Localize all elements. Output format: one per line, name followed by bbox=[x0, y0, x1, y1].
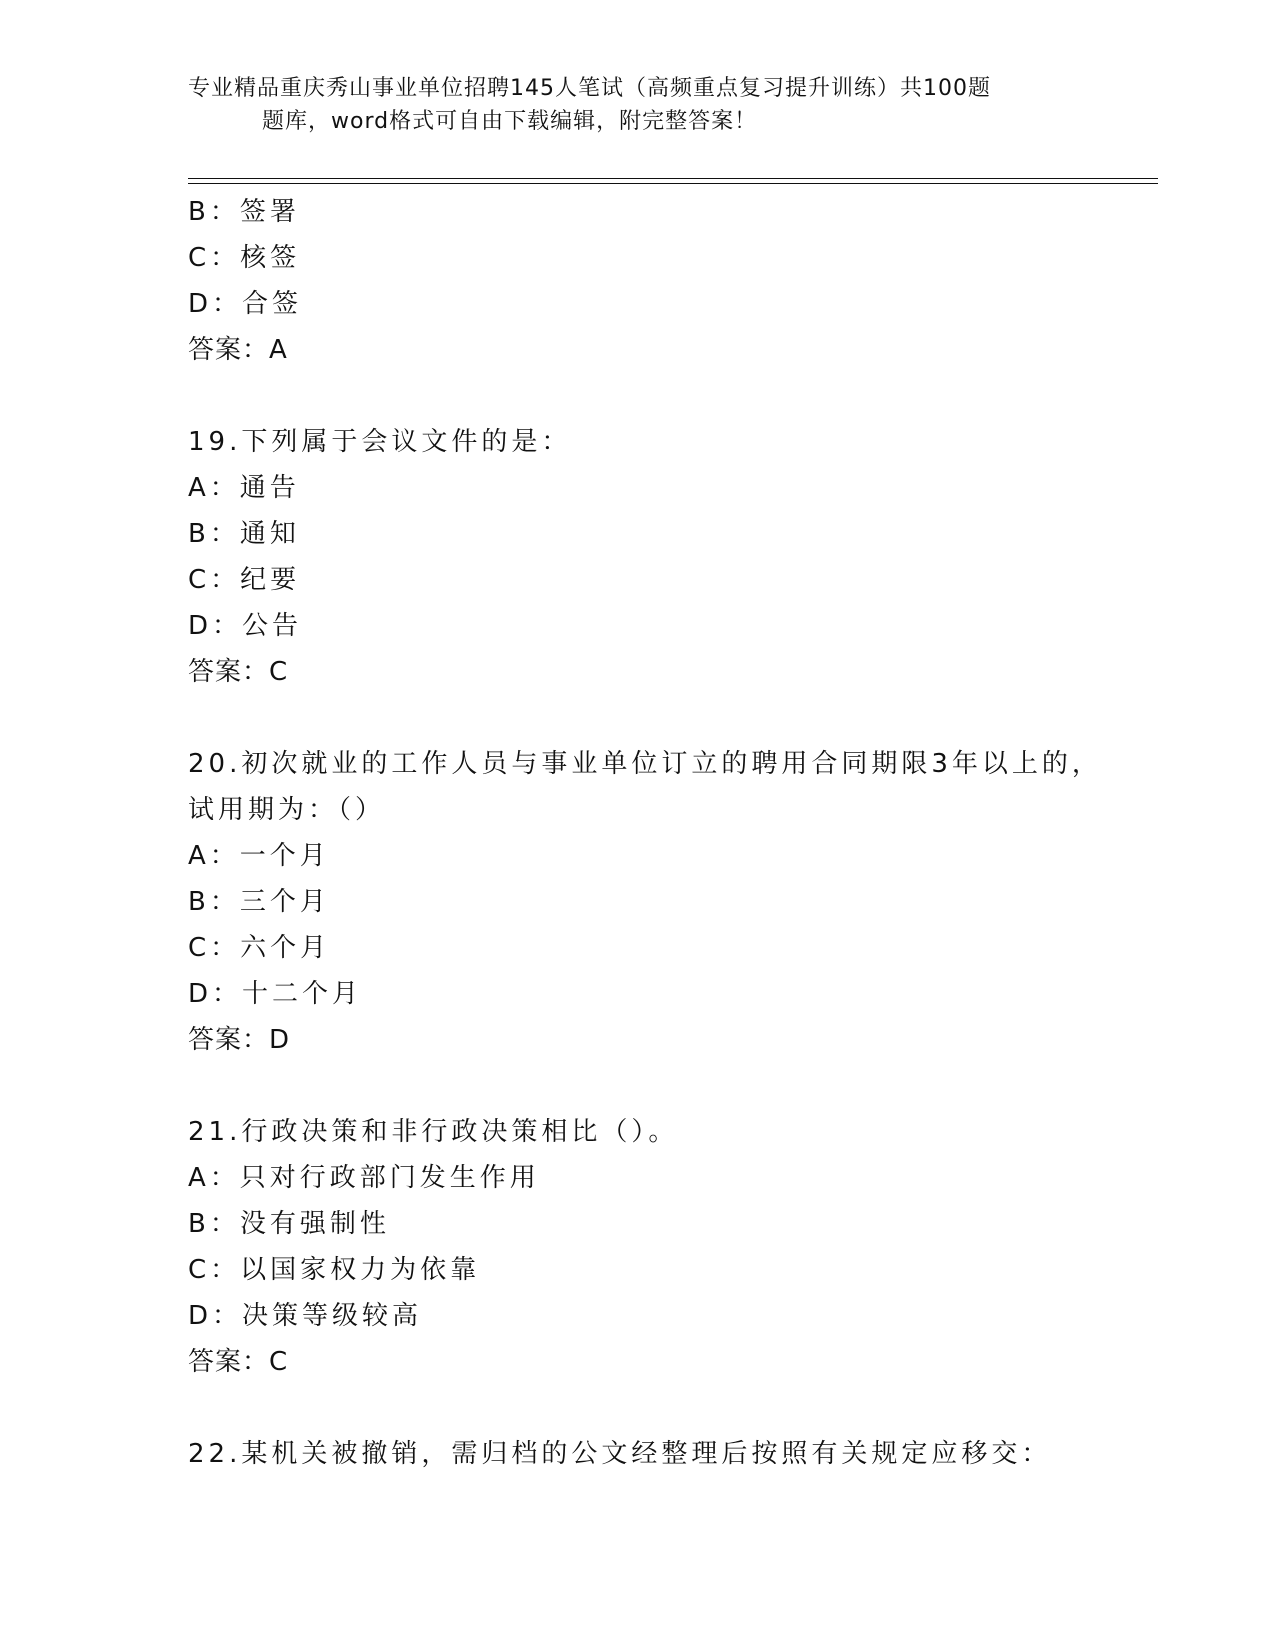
question-spacer bbox=[188, 1385, 1188, 1431]
answer-line: 答案：C bbox=[188, 1347, 289, 1377]
option-d: D：公告 bbox=[188, 611, 303, 641]
header-divider-top bbox=[188, 178, 1158, 179]
option-b: B：三个月 bbox=[188, 887, 330, 917]
answer-line: 答案：C bbox=[188, 657, 289, 687]
question-22 bbox=[188, 1431, 1188, 1477]
question-19 bbox=[188, 419, 1188, 695]
header-divider-bottom bbox=[188, 183, 1158, 184]
question-stem: 19.下列属于会议文件的是： bbox=[188, 427, 572, 457]
question-spacer bbox=[188, 1063, 1188, 1109]
option-b: B：签署 bbox=[188, 197, 300, 227]
question-20 bbox=[188, 741, 1188, 1063]
option-c: C：纪要 bbox=[188, 565, 301, 595]
option-c: C：核签 bbox=[188, 243, 301, 273]
question-21 bbox=[188, 1109, 1188, 1385]
answer-line: 答案：D bbox=[188, 1025, 291, 1055]
question-stem: 22.某机关被撤销，需归档的公文经整理后按照有关规定应移交： bbox=[188, 1439, 1052, 1469]
option-c: C：以国家权力为依靠 bbox=[188, 1255, 481, 1285]
option-a: A：一个月 bbox=[188, 841, 330, 871]
question-spacer bbox=[188, 373, 1188, 419]
question-spacer bbox=[188, 695, 1188, 741]
option-a: A：只对行政部门发生作用 bbox=[188, 1163, 540, 1193]
option-d: D：决策等级较高 bbox=[188, 1301, 423, 1331]
option-c: C：六个月 bbox=[188, 933, 331, 963]
option-b: B：通知 bbox=[188, 519, 300, 549]
option-a: A：通告 bbox=[188, 473, 300, 503]
question-stem-continued: 试用期为：（） bbox=[188, 795, 386, 825]
header-title-line-2: 题库，word格式可自由下载编辑，附完整答案！ bbox=[262, 109, 758, 134]
question-stem: 20.初次就业的工作人员与事业单位订立的聘用合同期限3年以上的， bbox=[188, 749, 1102, 779]
question-stem: 21.行政决策和非行政决策相比（）。 bbox=[188, 1117, 679, 1147]
answer-line: 答案：A bbox=[188, 335, 288, 365]
option-b: B：没有强制性 bbox=[188, 1209, 390, 1239]
question-18-continued bbox=[188, 189, 1188, 373]
header-title-line-1: 专业精品重庆秀山事业单位招聘145人笔试（高频重点复习提升训练）共100题 bbox=[188, 76, 991, 101]
document-body bbox=[188, 189, 1188, 1477]
option-d: D：十二个月 bbox=[188, 979, 363, 1009]
document-header bbox=[188, 72, 1068, 138]
option-d: D：合签 bbox=[188, 289, 303, 319]
